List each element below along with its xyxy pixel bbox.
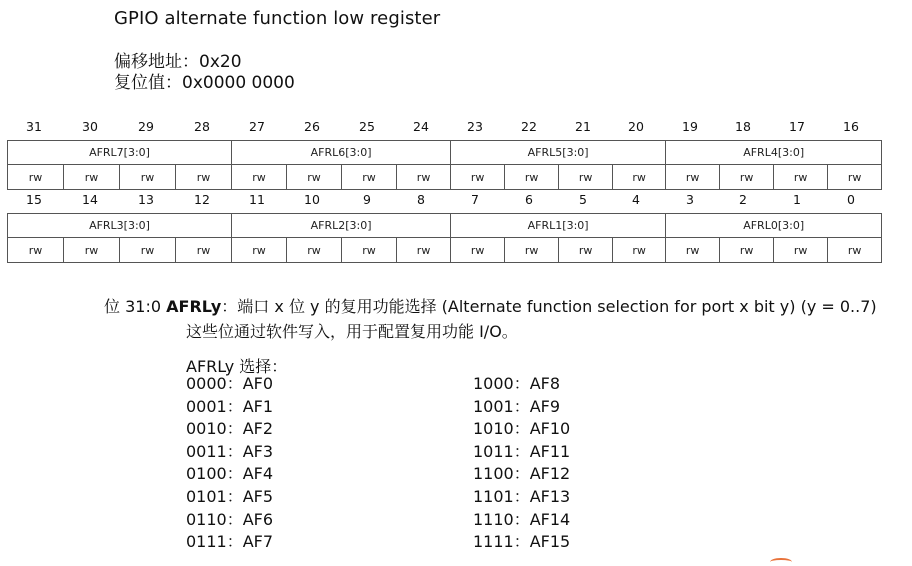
bit-number: 20: [628, 119, 644, 134]
access-cell: rw: [8, 238, 64, 263]
bit-number: 30: [82, 119, 98, 134]
field-description-line2: 这些位通过软件写入，用于配置复用功能 I/O。: [186, 322, 518, 341]
access-cell: rw: [559, 165, 613, 190]
access-cell: rw: [613, 165, 666, 190]
bit-number: 9: [363, 192, 371, 207]
access-cell: rw: [666, 165, 720, 190]
field-description-text: ：端口 x 位 y 的复用功能选择 (Alternate function selection for port x bit y) (y = 0..7): [221, 297, 877, 316]
access-cell: rw: [559, 238, 613, 263]
register-title: GPIO alternate function low register: [114, 8, 441, 29]
options-right-column: [473, 373, 570, 554]
option-item: 0110：AF6: [186, 509, 274, 529]
bit-number: 10: [304, 192, 320, 207]
access-cell: rw: [342, 165, 397, 190]
bit-number: 21: [575, 119, 591, 134]
access-cell: rw: [505, 165, 559, 190]
option-item: 0101：AF5: [186, 486, 274, 506]
bit-number: 12: [194, 192, 210, 207]
bit-number: 7: [471, 192, 479, 207]
option-item: 0010：AF2: [186, 419, 274, 439]
bit-number: 24: [413, 119, 429, 134]
bit-number: 25: [359, 119, 375, 134]
access-cell: rw: [176, 165, 232, 190]
bit-range: 位 31:0: [104, 297, 162, 316]
access-cell: rw: [451, 165, 505, 190]
bit-number: 28: [194, 119, 210, 134]
bit-number: 26: [304, 119, 320, 134]
field-cell: AFRL4[3:0]: [666, 141, 882, 165]
bit-number: 14: [82, 192, 98, 207]
access-cell: rw: [720, 238, 774, 263]
bit-number: 1: [793, 192, 801, 207]
bit-number: 19: [682, 119, 698, 134]
access-cell: rw: [287, 165, 342, 190]
upper-register-table: [7, 140, 882, 190]
bit-number: 0: [847, 192, 855, 207]
access-cell: rw: [287, 238, 342, 263]
bit-number: 4: [632, 192, 640, 207]
selection-label: AFRLy 选择：: [186, 357, 288, 376]
field-description: [104, 294, 877, 317]
access-cell: rw: [64, 165, 120, 190]
access-cell: rw: [828, 165, 882, 190]
option-item: 0001：AF1: [186, 396, 274, 416]
bit-number: 8: [417, 192, 425, 207]
lower-bit-numbers: [8, 192, 878, 210]
access-cell: rw: [451, 238, 505, 263]
bit-number: 23: [467, 119, 483, 134]
option-item: 1000：AF8: [473, 374, 561, 393]
upper-bit-numbers: [8, 119, 878, 137]
field-cell: AFRL6[3:0]: [232, 141, 451, 165]
bit-number: 31: [26, 119, 42, 134]
lower-register-table: [7, 213, 882, 263]
bit-number: 15: [26, 192, 42, 207]
access-cell: rw: [397, 238, 451, 263]
bit-number: 27: [249, 119, 265, 134]
access-cell: rw: [828, 238, 882, 263]
bit-number: 6: [525, 192, 533, 207]
option-item: 1010：AF10: [473, 419, 571, 439]
access-cell: rw: [8, 165, 64, 190]
access-cell: rw: [613, 238, 666, 263]
field-cell: AFRL1[3:0]: [451, 214, 666, 238]
bit-number: 16: [843, 119, 859, 134]
option-item: 0011：AF3: [186, 441, 274, 461]
bit-number: 2: [739, 192, 747, 207]
bit-number: 5: [579, 192, 587, 207]
bit-number: 11: [249, 192, 265, 207]
access-cell: rw: [120, 238, 176, 263]
access-cell: rw: [232, 238, 287, 263]
reset-value: 复位值：0x0000 0000: [114, 73, 295, 93]
field-cell: AFRL3[3:0]: [8, 214, 232, 238]
bit-number: 18: [735, 119, 751, 134]
access-cell: rw: [774, 238, 828, 263]
option-item: 1101：AF13: [473, 486, 571, 506]
offset-address: 偏移地址：0x20: [114, 52, 242, 72]
access-cell: rw: [774, 165, 828, 190]
option-item: 1110：AF14: [473, 509, 571, 529]
access-cell: rw: [397, 165, 451, 190]
bit-number: 3: [686, 192, 694, 207]
option-item: 1001：AF9: [473, 396, 561, 416]
option-item: 0000：AF0: [186, 374, 274, 393]
field-cell: AFRL0[3:0]: [666, 214, 882, 238]
field-name: AFRLy: [166, 297, 222, 316]
bit-number: 22: [521, 119, 537, 134]
option-item: 1100：AF12: [473, 464, 571, 484]
option-item: 0100：AF4: [186, 464, 274, 484]
option-item: 1011：AF11: [473, 441, 571, 461]
field-cell: AFRL5[3:0]: [451, 141, 666, 165]
options-left-column: [186, 373, 273, 554]
bit-number: 13: [138, 192, 154, 207]
option-item: 0111：AF7: [186, 532, 274, 552]
bit-number: 17: [789, 119, 805, 134]
access-cell: rw: [120, 165, 176, 190]
option-item: 1111：AF15: [473, 532, 571, 552]
access-cell: rw: [720, 165, 774, 190]
field-cell: AFRL7[3:0]: [8, 141, 232, 165]
field-cell: AFRL2[3:0]: [232, 214, 451, 238]
access-cell: rw: [64, 238, 120, 263]
access-cell: rw: [342, 238, 397, 263]
access-cell: rw: [232, 165, 287, 190]
bit-number: 29: [138, 119, 154, 134]
access-cell: rw: [505, 238, 559, 263]
access-cell: rw: [176, 238, 232, 263]
access-cell: rw: [666, 238, 720, 263]
